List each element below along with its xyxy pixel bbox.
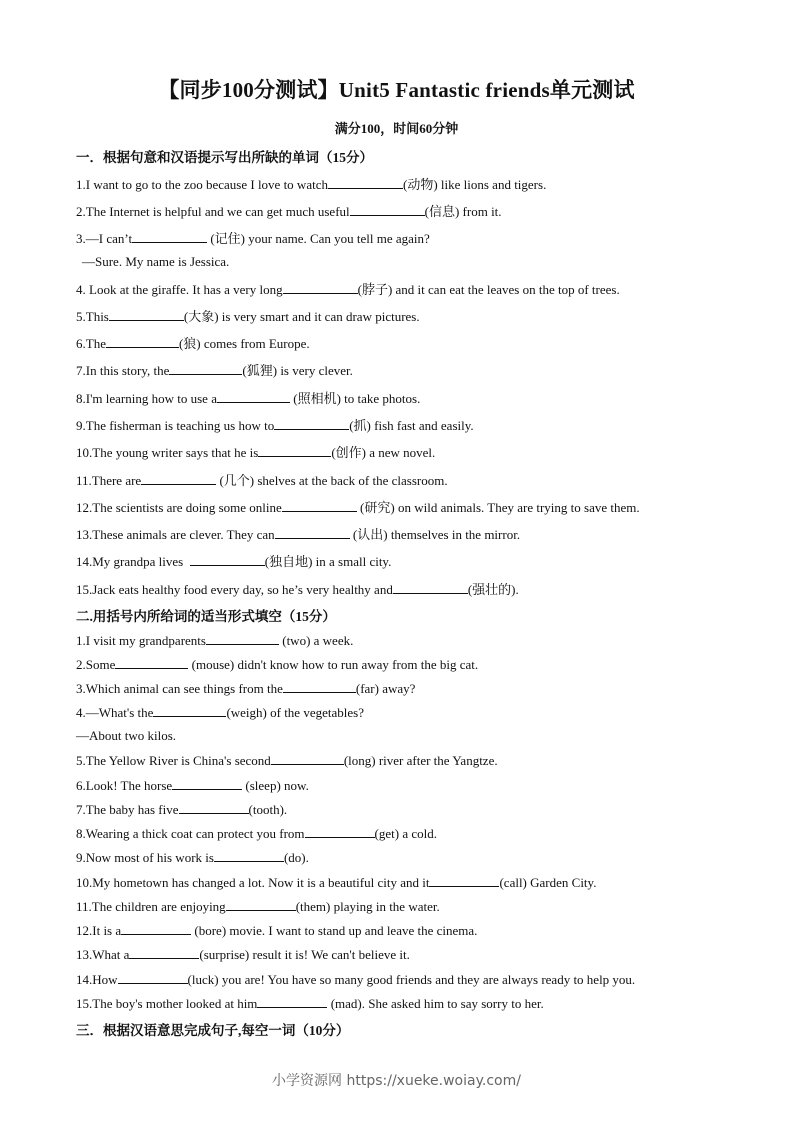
question-1-2: 2.The Internet is helpful and we can get much useful (信息) from it. (76, 204, 502, 219)
question-1-12: 12.The scientists are doing some online (研究) on wild animals. They are trying to save them. (76, 500, 640, 515)
section-3-heading: 三．根据汉语意思完成句子,每空一词（10分） (76, 1023, 350, 1038)
answer-blank[interactable] (115, 656, 188, 669)
answer-blank[interactable] (283, 281, 358, 294)
answer-blank[interactable] (169, 362, 242, 375)
question-1-13: 13.These animals are clever. They can (认出) themselves in the mirror. (76, 527, 521, 542)
answer-blank[interactable] (206, 632, 279, 645)
answer-blank[interactable] (305, 825, 375, 838)
question-1-10: 10.The young writer says that he is (创作) a new novel. (76, 445, 436, 460)
answer-blank[interactable] (141, 472, 216, 485)
answer-blank[interactable] (282, 499, 357, 512)
question-1-4: 4. Look at the giraffe. It has a very long (脖子) and it can eat the leaves on the top of trees. (76, 282, 620, 297)
question-1-3: 3.—I can’t (记住) your name. Can you tell me again? (76, 231, 430, 246)
answer-blank[interactable] (258, 444, 331, 457)
answer-blank[interactable] (226, 898, 296, 911)
question-2-6: 6.Look! The horse (sleep) now. (76, 778, 309, 793)
answer-blank[interactable] (118, 971, 188, 984)
answer-blank[interactable] (172, 777, 242, 790)
question-2-5: 5.The Yellow River is China's second (long) river after the Yangtze. (76, 753, 498, 768)
answer-blank[interactable] (275, 526, 350, 539)
question-2-14: 14.How (luck) you are! You have so many good friends and they are always ready to help you. (76, 972, 636, 987)
answer-blank[interactable] (257, 995, 327, 1008)
question-2-3: 3.Which animal can see things from the (far) away? (76, 681, 416, 696)
answer-blank[interactable] (217, 390, 290, 403)
answer-blank[interactable] (121, 922, 191, 935)
answer-blank[interactable] (153, 704, 226, 717)
answer-blank[interactable] (106, 335, 179, 348)
question-1-11: 11.There are (几个) shelves at the back of the classroom. (76, 473, 448, 488)
question-2-2: 2.Some (mouse) didn't know how to run away from the big cat. (76, 657, 479, 672)
answer-blank[interactable] (274, 417, 349, 430)
question-2-15: 15.The boy's mother looked at him (mad). She asked him to say sorry to her. (76, 996, 544, 1011)
question-1-6: 6.The (狼) comes from Europe. (76, 336, 310, 351)
question-2-9: 9.Now most of his work is (do). (76, 850, 309, 865)
footer-watermark: 小学资源网 https://xueke.woiay.com/ (272, 1073, 521, 1089)
question-2-4-reply: —About two kilos. (76, 728, 177, 743)
answer-blank[interactable] (129, 946, 199, 959)
section-1-heading: 一．根据句意和汉语提示写出所缺的单词（15分） (76, 150, 373, 165)
question-2-10: 10.My hometown has changed a lot. Now it is a beautiful city and it (call) Garden City. (76, 875, 597, 890)
question-2-8: 8.Wearing a thick coat can protect you from (get) a cold. (76, 826, 437, 841)
answer-blank[interactable] (214, 849, 284, 862)
question-1-14: 14.My grandpa lives (独自地) in a small city. (76, 554, 392, 569)
question-1-8: 8.I'm learning how to use a (照相机) to take photos. (76, 391, 421, 406)
question-1-5: 5.This (大象) is very smart and it can draw pictures. (76, 309, 420, 324)
question-1-7: 7.In this story, the (狐狸) is very clever. (76, 363, 353, 378)
section-2-heading: 二.用括号内所给词的适当形式填空（15分） (76, 609, 336, 624)
answer-blank[interactable] (350, 203, 425, 216)
answer-blank[interactable] (190, 553, 265, 566)
question-1-15: 15.Jack eats healthy food every day, so he’s very healthy and (强壮的). (76, 582, 519, 597)
answer-blank[interactable] (132, 230, 207, 243)
question-2-4: 4.—What's the (weigh) of the vegetables? (76, 705, 364, 720)
answer-blank[interactable] (109, 308, 184, 321)
answer-blank[interactable] (283, 680, 356, 693)
answer-blank[interactable] (429, 874, 499, 887)
answer-blank[interactable] (179, 801, 249, 814)
page-title: 【同步100分测试】Unit5 Fantastic friends单元测试 (158, 78, 635, 102)
answer-blank[interactable] (271, 752, 344, 765)
question-2-12: 12.It is a (bore) movie. I want to stand up and leave the cinema. (76, 923, 478, 938)
question-2-13: 13.What a (surprise) result it is! We can't believe it. (76, 947, 410, 962)
question-1-9: 9.The fisherman is teaching us how to (抓) fish fast and easily. (76, 418, 474, 433)
answer-blank[interactable] (393, 581, 468, 594)
question-1-3-reply: —Sure. My name is Jessica. (82, 254, 230, 269)
question-2-7: 7.The baby has five (tooth). (76, 802, 288, 817)
question-2-11: 11.The children are enjoying (them) playing in the water. (76, 899, 440, 914)
exam-info: 满分100，时间60分钟 (334, 121, 459, 136)
answer-blank[interactable] (328, 176, 403, 189)
question-2-1: 1.I visit my grandparents (two) a week. (76, 633, 354, 648)
question-1-1: 1.I want to go to the zoo because I love to watch (动物) like lions and tigers. (76, 177, 547, 192)
